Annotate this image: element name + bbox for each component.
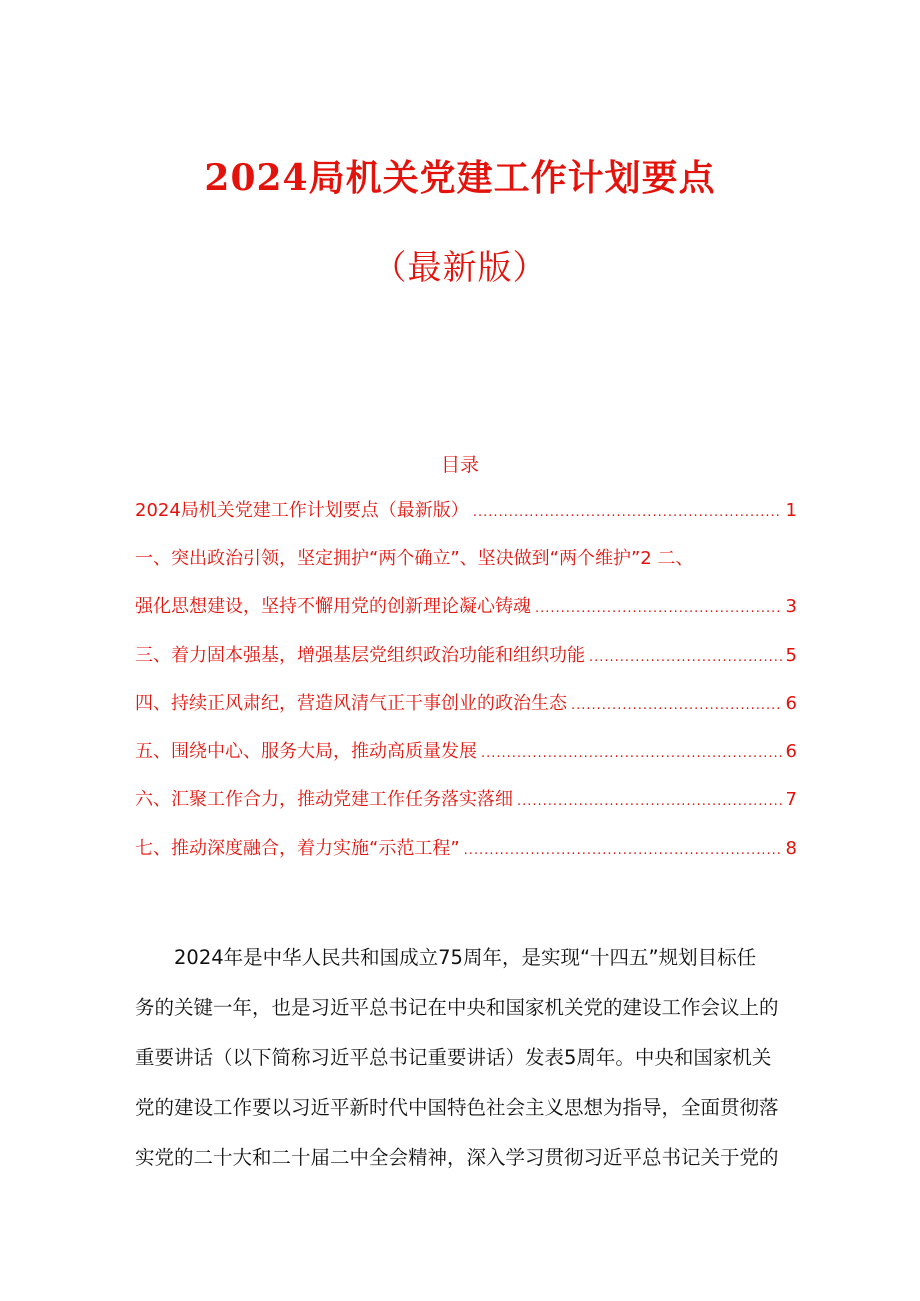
- document-title: 2024局机关党建工作计划要点: [204, 157, 716, 199]
- toc-entry[interactable]: [135, 835, 797, 863]
- toc-entry-text: 强化思想建设，坚持不懈用党的创新理论凝心铸魂: [135, 596, 531, 617]
- toc-leader-dots: [464, 837, 782, 865]
- toc-entry-page: 6: [785, 693, 797, 714]
- body-paragraph-line: 重要讲话（以下简称习近平总书记重要讲话）发表5周年。中央和国家机关: [135, 1046, 772, 1069]
- document-subtitle: （最新版）: [372, 248, 548, 288]
- toc-entry[interactable]: [135, 738, 797, 766]
- toc-entry-page: 7: [785, 789, 797, 810]
- toc-entry-page: 3: [785, 596, 797, 617]
- body-paragraph-line: 实党的二十大和二十届二中全会精神，深入学习贯彻习近平总书记关于党的: [135, 1146, 779, 1169]
- body-paragraph-line: 党的建设工作要以习近平新时代中国特色社会主义思想为指导，全面贯彻落: [135, 1096, 779, 1119]
- toc-entry-text: 一、突出政治引领，坚定拥护“两个确立”、坚决做到“两个维护”2 二、: [135, 548, 694, 569]
- toc-entry[interactable]: [135, 497, 797, 525]
- toc-entry-text: 三、着力固本强基，增强基层党组织政治功能和组织功能: [135, 645, 585, 666]
- toc-leader-dots: [535, 595, 782, 623]
- toc-entry-text: 2024局机关党建工作计划要点（最新版）: [135, 500, 469, 521]
- toc-entry[interactable]: [135, 593, 797, 621]
- toc-entry-text: 五、围绕中心、服务大局，推动高质量发展: [135, 741, 477, 762]
- toc-entry[interactable]: [135, 690, 797, 718]
- toc-entry[interactable]: [135, 642, 797, 670]
- toc-entry-page: 5: [785, 645, 797, 666]
- toc-leader-dots: [589, 644, 782, 672]
- toc-entry-text: 七、推动深度融合，着力实施“示范工程”: [135, 838, 460, 859]
- toc-leader-dots: [481, 740, 782, 768]
- toc-entry-page: 8: [785, 838, 797, 859]
- toc-entry[interactable]: [135, 786, 797, 814]
- toc-entry-page: 1: [785, 500, 797, 521]
- toc-entry-page: 6: [785, 741, 797, 762]
- toc-leader-dots: [473, 499, 782, 527]
- body-paragraph-line: 务的关键一年，也是习近平总书记在中央和国家机关党的建设工作会议上的: [135, 996, 779, 1019]
- toc-heading: 目录: [440, 454, 479, 476]
- toc-entry-text: 四、持续正风肃纪，营造风清气正干事创业的政治生态: [135, 693, 567, 714]
- toc-entry-text: 六、汇聚工作合力，推动党建工作任务落实落细: [135, 789, 513, 810]
- toc-leader-dots: [517, 788, 782, 816]
- toc-leader-dots: [571, 692, 782, 720]
- toc-entry[interactable]: [135, 545, 797, 573]
- body-paragraph-line: 2024年是中华人民共和国成立75周年，是实现“十四五”规划目标任: [135, 946, 757, 969]
